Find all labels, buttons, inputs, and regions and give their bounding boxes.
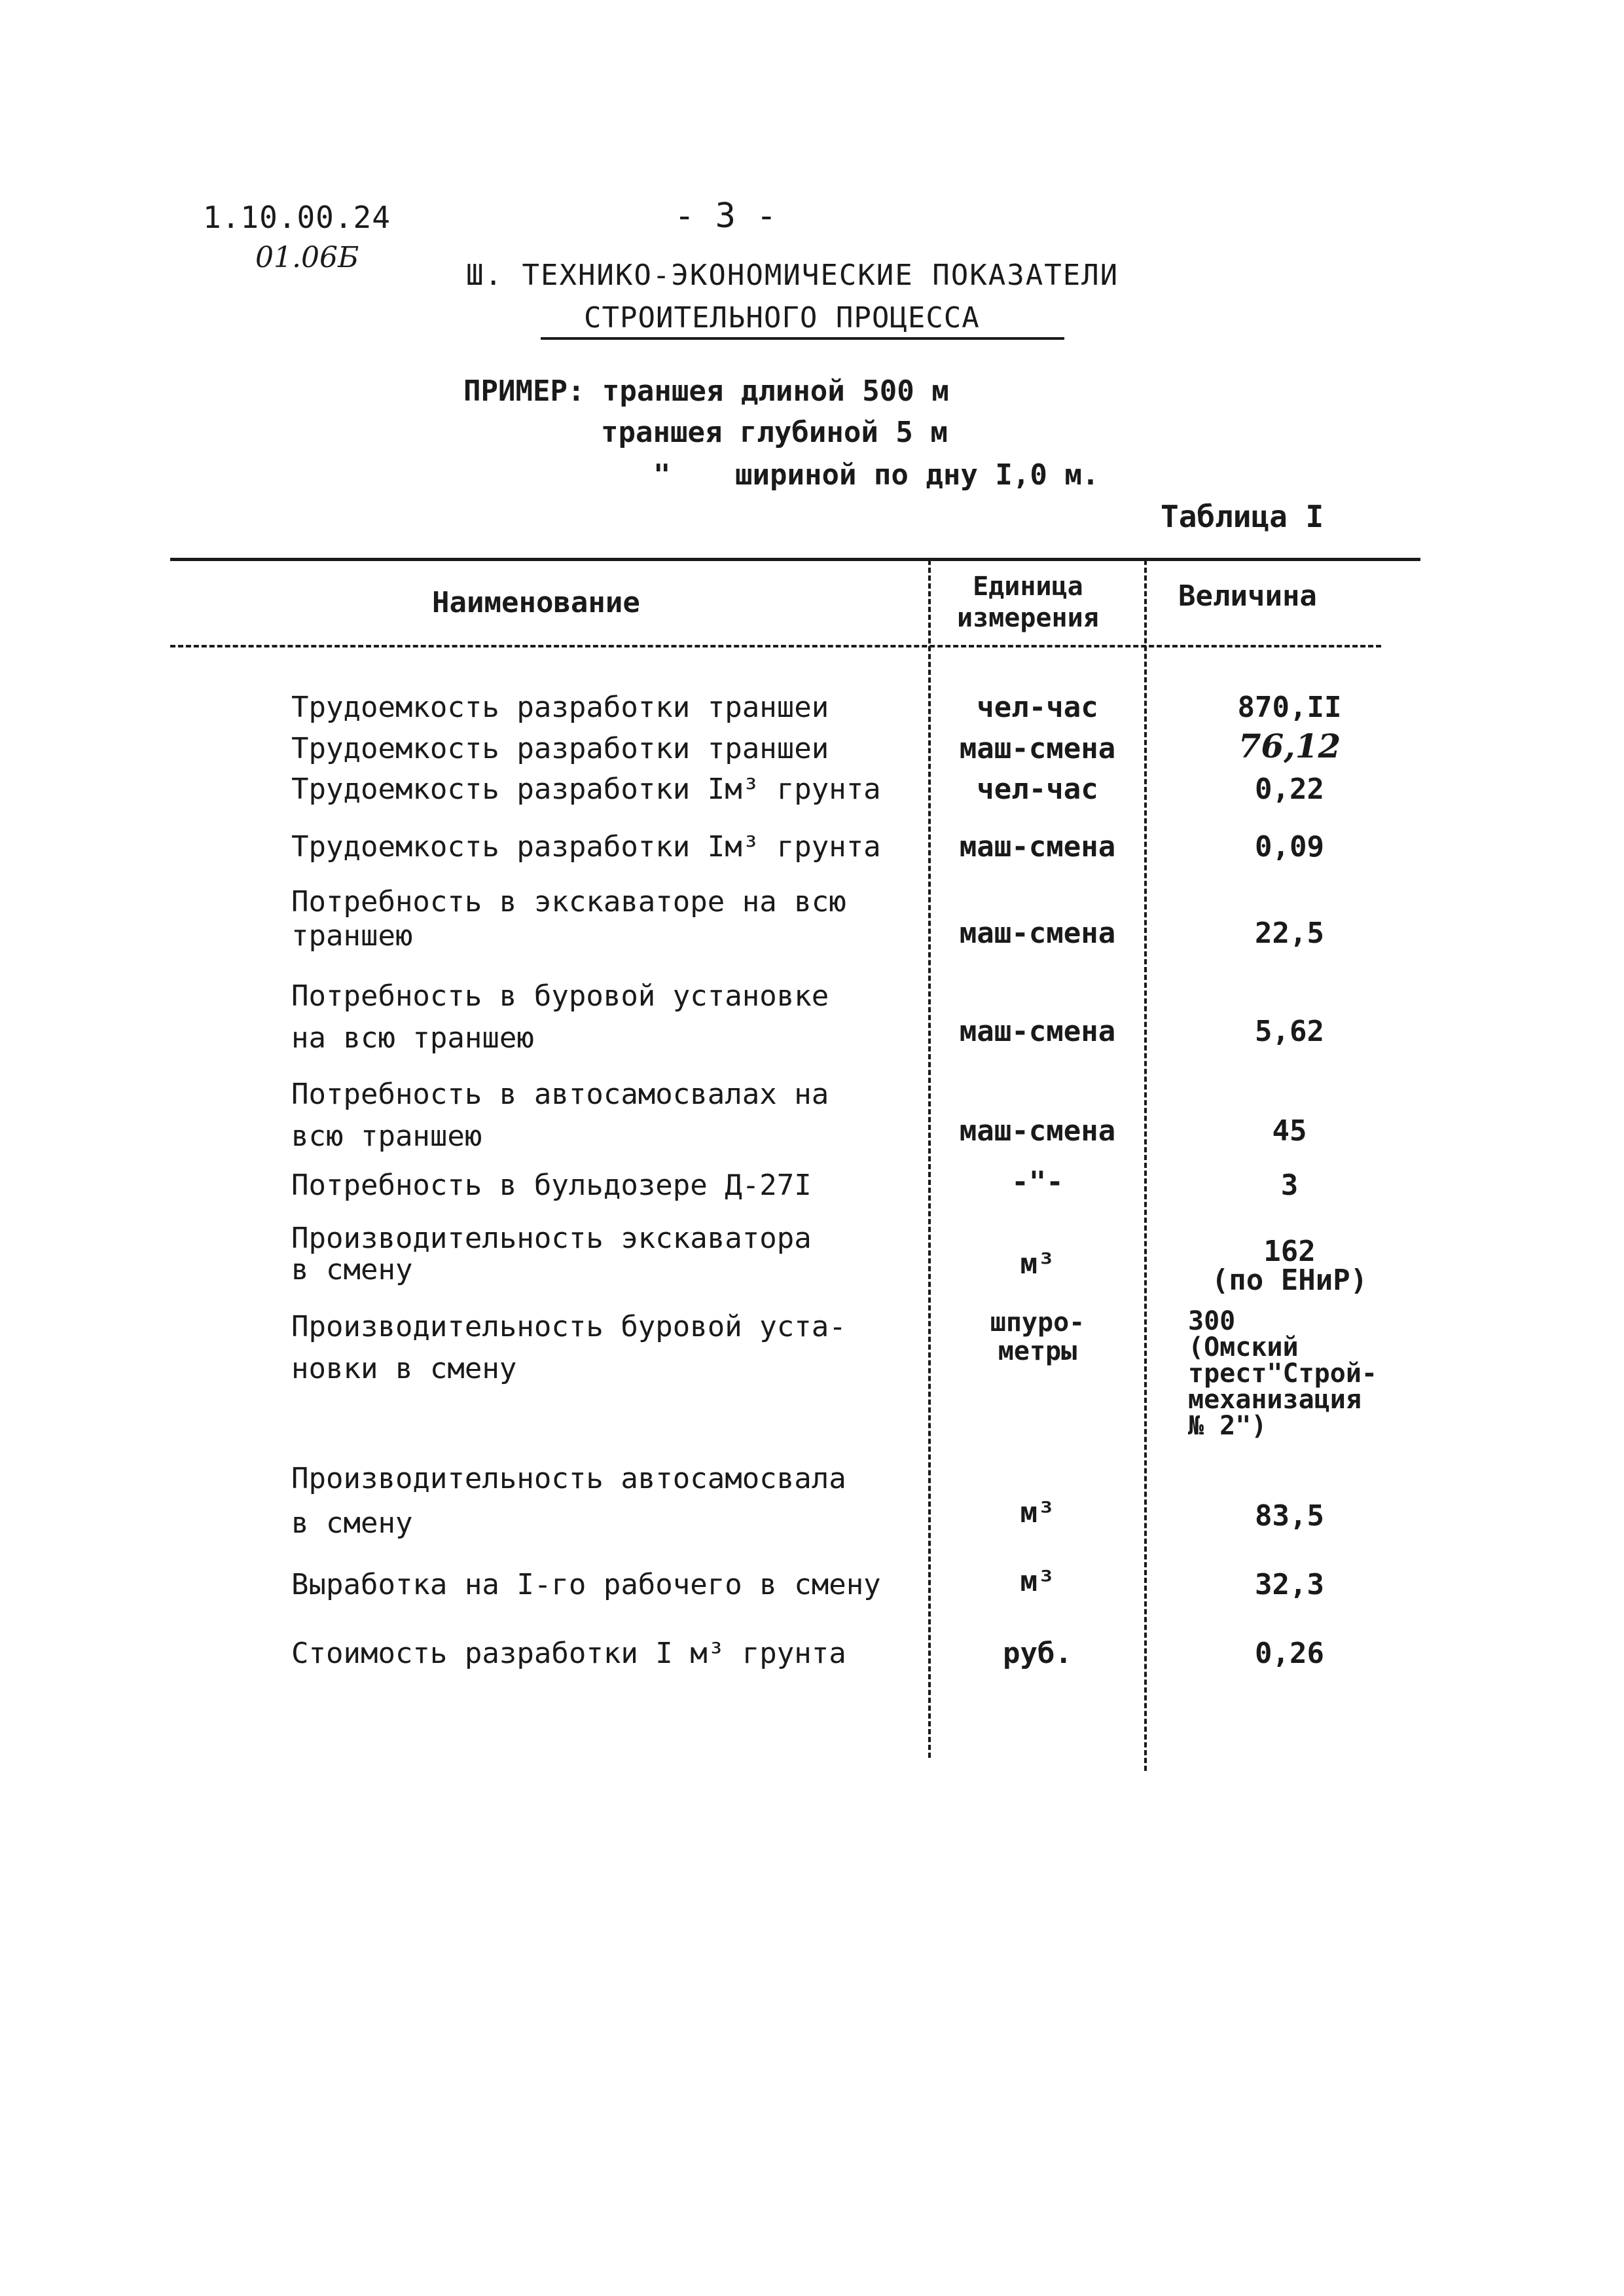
row-7-unit: маш-смена (959, 1114, 1116, 1148)
row-11-value: 83,5 (1255, 1499, 1324, 1533)
example-line-3: шириной по дну I,0 м. (735, 458, 1100, 492)
row-6-unit: маш-смена (959, 1015, 1116, 1048)
example-line-2: траншея глубиной 5 м (601, 416, 948, 449)
row-4-unit: маш-смена (959, 830, 1116, 864)
table-top-rule (170, 558, 1420, 561)
title-underline (541, 337, 1064, 340)
row-7-name: Потребность в автосамосвалах на всю траншею (291, 1078, 829, 1153)
row-12-unit: м³ (1020, 1565, 1055, 1598)
row-5-name: Потребность в экскаваторе на всю траншею (291, 885, 846, 953)
document-code-handwritten: 01.06Б (255, 241, 359, 274)
row-4-name: Трудоемкость разработки Iм³ грунта (291, 830, 881, 864)
row-10-unit: шпуро- метры (990, 1307, 1085, 1366)
row-5-value: 22,5 (1255, 917, 1324, 950)
row-2-unit: маш-смена (959, 732, 1116, 765)
row-12-value: 32,3 (1255, 1568, 1324, 1601)
row-1-name: Трудоемкость разработки траншеи (291, 691, 829, 724)
row-10-name: Производительность буровой уста- новки в смену (291, 1310, 846, 1385)
row-11-unit: м³ (1020, 1496, 1055, 1529)
row-5-unit: маш-смена (959, 917, 1116, 950)
section-title: Ш. ТЕХНИКО-ЭКОНОМИЧЕСКИЕ ПОКАЗАТЕЛИ (466, 259, 1119, 292)
row-3-unit: чел-час (977, 773, 1098, 806)
header-unit: Единица измерения (957, 572, 1099, 633)
row-8-name: Потребность в бульдозере Д-27I (291, 1169, 812, 1202)
row-4-value: 0,09 (1255, 830, 1324, 864)
table-header-rule (170, 645, 1381, 647)
page-number: - 3 - (674, 196, 777, 236)
row-13-name: Стоимость разработки I м³ грунта (291, 1637, 846, 1670)
row-6-name: Потребность в буровой установке на всю траншею (291, 979, 829, 1055)
row-1-value: 870,II (1237, 691, 1342, 724)
section-title-line2: СТРОИТЕЛЬНОГО ПРОЦЕССА (584, 301, 980, 335)
example-line-1: ПРИМЕР: траншея длиной 500 м (463, 374, 949, 408)
row-8-value: 3 (1280, 1169, 1299, 1202)
row-9-value: 162 (по ЕНиР) (1211, 1235, 1368, 1297)
table-caption: Таблица I (1161, 499, 1324, 534)
header-value: Величина (1178, 579, 1317, 613)
row-2-name: Трудоемкость разработки траншеи (291, 732, 829, 765)
row-10-value: 300 (Омский трест"Строй- механизация № 2") (1188, 1306, 1377, 1441)
document-code: 1.10.00.24 (203, 200, 391, 235)
column-divider-1 (928, 560, 931, 1758)
row-6-value: 5,62 (1255, 1015, 1324, 1048)
row-13-unit: руб. (1003, 1637, 1072, 1670)
row-7-value: 45 (1272, 1114, 1307, 1148)
row-13-value: 0,26 (1255, 1637, 1324, 1670)
row-2-value: 76,12 (1238, 727, 1341, 765)
row-12-name: Выработка на I-го рабочего в смену (291, 1568, 881, 1601)
ditto-mark: " (653, 458, 671, 492)
column-divider-2 (1144, 560, 1147, 1771)
row-3-value: 0,22 (1255, 773, 1324, 806)
row-1-unit: чел-час (977, 691, 1098, 724)
row-3-name: Трудоемкость разработки Iм³ грунта (291, 773, 881, 806)
header-name: Наименование (432, 586, 640, 619)
row-8-unit: -"- (1011, 1165, 1064, 1199)
row-11-name: Производительность автосамосвала в смену (291, 1462, 846, 1540)
row-9-name: Производительность экскаватора в смену (291, 1222, 812, 1286)
row-9-unit: м³ (1020, 1247, 1055, 1281)
